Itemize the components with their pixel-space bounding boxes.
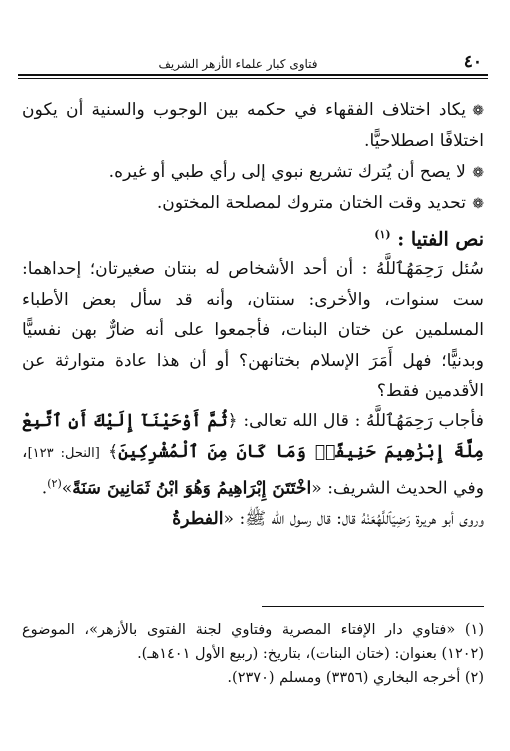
footnote: (٢) أخرجه البخاري (٣٣٥٦) ومسلم (٢٣٧٠).	[227, 670, 484, 686]
book-title: فتاوى كبار علماء الأزهر الشريف	[158, 57, 318, 71]
answer-paragraph: فأجاب رَحِمَهُٱللَّهُ : قال الله تعالى: ﴿ثُمَّ أَوْحَيْنَآ إِلَيْكَ أَنِ ٱتَّبِعْ مِلَّةَ إِبْرَٰهِيمَ حَنِيفًاۖ وَمَا كَانَ مِنَ ٱلْمُشْرِكِينَ﴾ [النحل: ١٢٣]، وفي الحديث الشريف: «اخْتَتَنَ إِبْرَاهِيمُ وَهُوَ ابْنُ ثَمَانِينَ سَنَةً»$^{(٢)}$.	[22, 411, 485, 499]
flower-bullet-icon: ❁	[472, 103, 484, 119]
running-header	[18, 52, 488, 88]
page-number: ٤٠	[463, 52, 482, 72]
footnote-ref: (٢)	[47, 477, 62, 491]
footnotes	[22, 618, 484, 690]
verse-citation: [النحل: ١٢٣]	[27, 445, 100, 461]
header-rule-thin	[18, 78, 488, 79]
fatwa-heading: نص الفتيا : $^{(١)}$	[374, 227, 484, 250]
footnote: (١) «فتاوي دار الإفتاء المصرية وفتاوي لجنة الفتوى بالأزهر»، الموضوع (١٢٠٢) بعنوان: (ختان البنات)، بتاريخ: (ربيع الأول ١٤٠١هـ).	[22, 622, 484, 662]
flower-bullet-icon: ❁	[472, 164, 484, 181]
footnote-separator	[262, 606, 484, 607]
flower-bullet-icon: ❁	[472, 196, 484, 213]
continuation-paragraph: وروى أبو هريرة رَضِيَٱللَّهُعَنْهُ قال: قال رسول الله ﷺ: «الفطرةُ	[172, 509, 484, 530]
hadith-text: اخْتَتَنَ إِبْرَاهِيمُ وَهُوَ ابْنُ ثَمَانِينَ سَنَةً	[72, 478, 312, 499]
main-text	[22, 95, 484, 535]
summary-point: ❁يكاد اختلاف الفقهاء في حكمه بين الوجوب والسنية أن يكون اختلافًا اصطلاحيًّا.	[22, 95, 484, 157]
footnote-ref: (١)	[374, 227, 391, 241]
quran-verse: ثُمَّ أَوْحَيْنَآ إِلَيْكَ أَنِ ٱتَّبِعْ مِلَّةَ إِبْرَٰهِيمَ حَنِيفًاۖ وَمَا كَانَ مِنَ ٱلْمُشْرِكِينَ	[22, 411, 484, 462]
summary-point: ❁لا يصح أن يُترك تشريع نبوي إلى رأي طبي أو غيره.	[22, 157, 484, 188]
summary-point: ❁تحديد وقت الختان متروك لمصلحة المختون.	[22, 188, 484, 219]
header-rule	[18, 74, 488, 76]
question-paragraph: سُئل رَحِمَهُٱللَّهُ : أن أحد الأشخاص له بنتان صغيرتان؛ إحداهما: ست سنوات، والأخرى: سنتان، وأنه قد سأل بعض الأطباء المسلمين عن ختان البنات، فأجمعوا على أنه ضارٌّ بهن نفسيًّا وبدنيًّا؛ فهل أَمَرَ الإسلام بختانهن؟ أو أن هذا عادة متوارثة عن الأقدمين فقط؟	[22, 259, 484, 401]
